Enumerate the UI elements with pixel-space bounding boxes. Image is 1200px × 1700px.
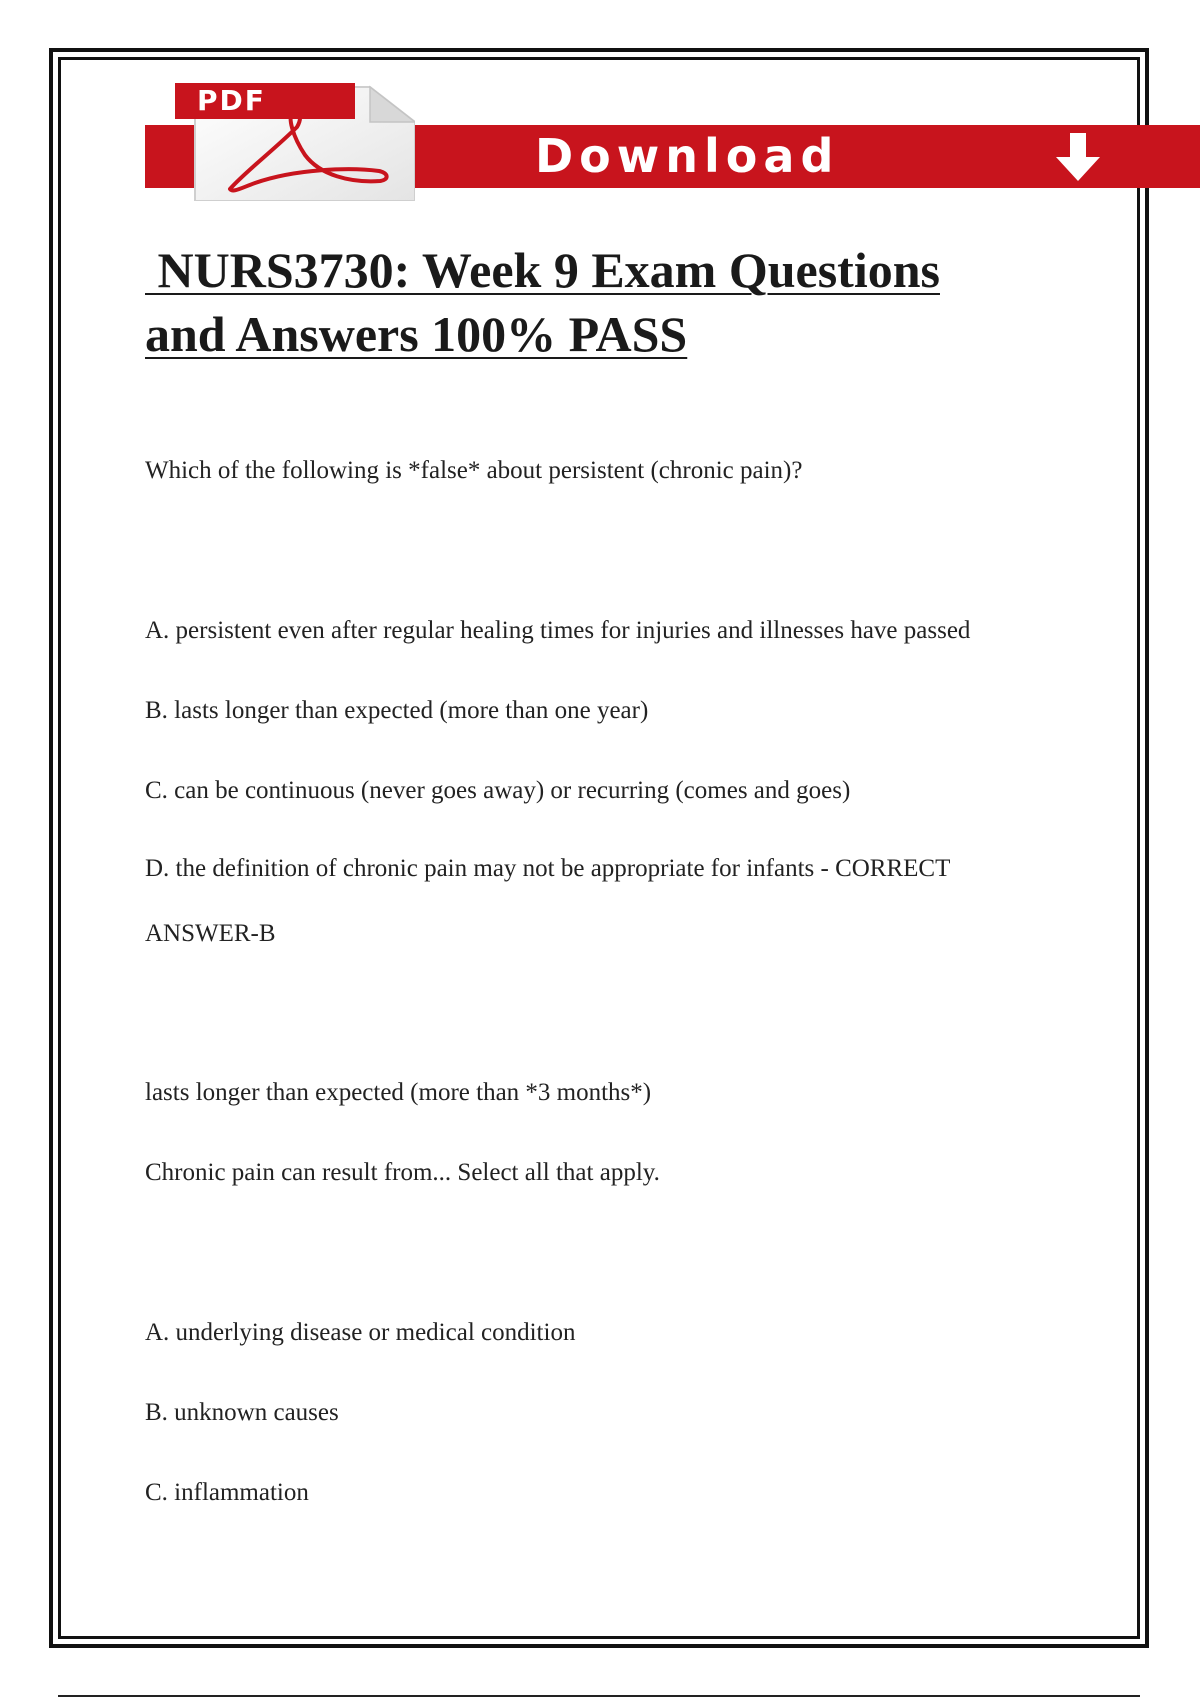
down-arrow-icon[interactable] bbox=[1050, 129, 1106, 185]
pdf-badge: PDF bbox=[175, 83, 355, 119]
q1-explanation: lasts longer than expected (more than *3 months*) bbox=[145, 1079, 652, 1106]
q2-option-b: B. unknown causes bbox=[145, 1399, 339, 1426]
q1-option-b: B. lasts longer than expected (more than one year) bbox=[145, 697, 649, 724]
q1-answer: ANSWER-B bbox=[145, 920, 276, 947]
q2-option-a: A. underlying disease or medical condition bbox=[145, 1319, 576, 1346]
download-banner[interactable] bbox=[145, 77, 1200, 202]
title-line-2: and Answers 100% PASS bbox=[145, 306, 688, 362]
q1-option-a: A. persistent even after regular healing times for injuries and illnesses have passed bbox=[145, 617, 971, 644]
title-line-1: NURS3730: Week 9 Exam Questions bbox=[145, 242, 940, 298]
pdf-document-icon bbox=[175, 77, 415, 201]
question-1: Which of the following is *false* about persistent (chronic pain)? bbox=[145, 457, 803, 484]
q2-option-c: C. inflammation bbox=[145, 1479, 309, 1506]
question-2: Chronic pain can result from... Select all that apply. bbox=[145, 1159, 660, 1186]
q1-option-d: D. the definition of chronic pain may not be appropriate for infants - CORRECT bbox=[145, 855, 951, 882]
document-title bbox=[145, 238, 1055, 366]
footer-rule bbox=[58, 1695, 1140, 1697]
q1-option-c: C. can be continuous (never goes away) or recurring (comes and goes) bbox=[145, 777, 851, 804]
download-label[interactable]: Download bbox=[535, 129, 840, 183]
